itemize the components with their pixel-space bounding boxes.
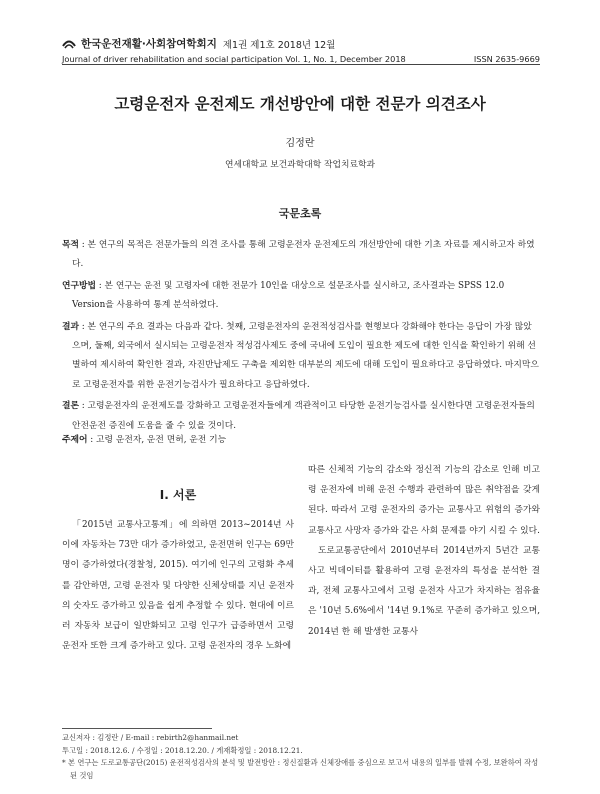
header-divider bbox=[62, 64, 540, 65]
affiliation: 연세대학교 보건과학대학 작업치료학과 bbox=[224, 160, 376, 170]
paper-title: 고령운전자 운전제도 개선방안에 대한 전문가 의견조사 bbox=[114, 95, 486, 113]
journal-name-en: Journal of driver rehabilitation and social participation Vol. 1, No. 1, December 2018 bbox=[62, 54, 406, 64]
author: 김정란 bbox=[285, 138, 315, 149]
section-heading-introduction: Ⅰ. 서론 bbox=[159, 488, 197, 502]
body-column-right bbox=[308, 460, 540, 642]
keywords bbox=[62, 432, 540, 445]
body-paragraph: 도로교통공단에서 2010년부터 2014년까지 5년간 교통사고 빅데이터를 활용하여 고령 운전자의 특성을 분석한 결과, 전체 교통사고에서 고령 운전자 사고가 차지하는 점유율은 '10년 5.6%에서 '14년 9.1%로 꾸준히 증가하고 있으며, 2014년 한 해 발생한 교통사 bbox=[308, 545, 540, 637]
abstract-method-label: 연구방법 bbox=[62, 280, 96, 291]
abstract-conclusion-text: : 고령운전자의 운전제도를 강화하고 고령운전자들에게 객관적이고 타당한 운전기능검사를 실시한다면 고령운전자들의 안전운전 증진에 도움을 줄 수 있을 것이다. bbox=[72, 401, 535, 431]
abstract-body bbox=[62, 236, 540, 438]
journal-header bbox=[62, 36, 540, 64]
keywords-label: 주제어 bbox=[62, 435, 88, 445]
body-paragraph: 「2015년 교통사고통계」에 의하면 2013~2014년 사이에 자동차는 73만 대가 증가하였고, 운전면허 인구는 69만 명이 증가하였다(경찰청, 2015). 여기에 인구의 고령화 추세를 감안하면, 고령 운전자 및 다양한 신체상태를 지닌 운전자의 숫자도 증가하고 있음을 쉽게 추정할 수 있다. 현대에 이르러 자동차 보급이 일반화되고 고령 인구가 급증하면서 고령 운전자 또한 크게 증가하고 있다. 고령 운전자의 경우 노화에 bbox=[62, 520, 294, 652]
abstract-conclusion bbox=[62, 397, 540, 436]
abstract-method-text: : 본 연구는 운전 및 고령자에 대한 전문가 10인을 대상으로 설문조사를 실시하고, 조사결과는 SPSS 12.0 Version을 사용하여 통계 분석하였다. bbox=[72, 280, 505, 311]
abstract-results-label: 결과 bbox=[62, 321, 79, 332]
journal-volume-ko: 제1권 제1호 2018년 12월 bbox=[222, 39, 336, 51]
submission-dates: 투고일 : 2018.12.6. / 수정일 : 2018.12.20. / 게재확정일 : 2018.12.21. bbox=[62, 745, 303, 755]
body-column-left bbox=[62, 515, 294, 656]
abstract-purpose-label: 목적 bbox=[62, 240, 79, 250]
keywords-text: : 고령 운전자, 운전 면허, 운전 기능 bbox=[87, 435, 227, 445]
abstract-results-text: : 본 연구의 주요 결과는 다음과 같다. 첫째, 고령운전자의 운전적성검사를 현행보다 강화해야 한다는 응답이 가장 많았으며, 둘째, 외국에서 실시되는 고령운전자 적성검사제도 중에 국내에 도입이 필요한 제도에 대한 인식을 확인하기 위해 선별하여 제시하여 확인한 결과, 자진반납제도 구축을 제외한 대부분의 제도에 대해 도입이 필요하다고 응답하였다. 마지막으로 고령운전자를 위한 운전기능검사가 필요하다고 응답하였다. bbox=[72, 321, 539, 390]
journal-name-ko: 한국운전재활·사회참여학회지 bbox=[81, 38, 217, 50]
abstract-results bbox=[62, 318, 540, 396]
body-paragraph: 따른 신체적 기능의 감소와 정신적 기능의 감소로 인해 비고령 운전자에 비해 운전 수행과 관련하여 많은 취약점을 갖게 된다. 따라서 고령 운전자의 증가는 교통사고 위험의 증가와 교통사고 사망자 증가와 같은 사회 문제를 야기 시킬 수 있다. bbox=[308, 465, 540, 536]
abstract-method bbox=[62, 277, 540, 316]
journal-logo-icon bbox=[62, 38, 76, 50]
funding-note: * 본 연구는 도로교통공단(2015) 운전적성검사의 분석 및 발전방안 : 정신질환과 신체장애를 중심으로 보고서 내용의 일부를 발췌 수정, 보완하여 작성된 것임 bbox=[62, 758, 539, 780]
abstract-purpose bbox=[62, 236, 540, 275]
abstract-conclusion-label: 결론 bbox=[62, 401, 79, 412]
issn: ISSN 2635-9669 bbox=[473, 54, 540, 64]
abstract-heading: 국문초록 bbox=[278, 207, 322, 220]
corresponding-author: 교신저자 : 김정란 / E-mail : rebirth2@hanmail.net bbox=[62, 733, 239, 742]
footnote-divider bbox=[62, 728, 212, 729]
abstract-purpose-text: : 본 연구의 목적은 전문가들의 의견 조사를 통해 고령운전자 운전제도의 개선방안에 대한 기초 자료를 제시하고자 하였다. bbox=[72, 240, 535, 270]
footnotes bbox=[62, 732, 540, 782]
